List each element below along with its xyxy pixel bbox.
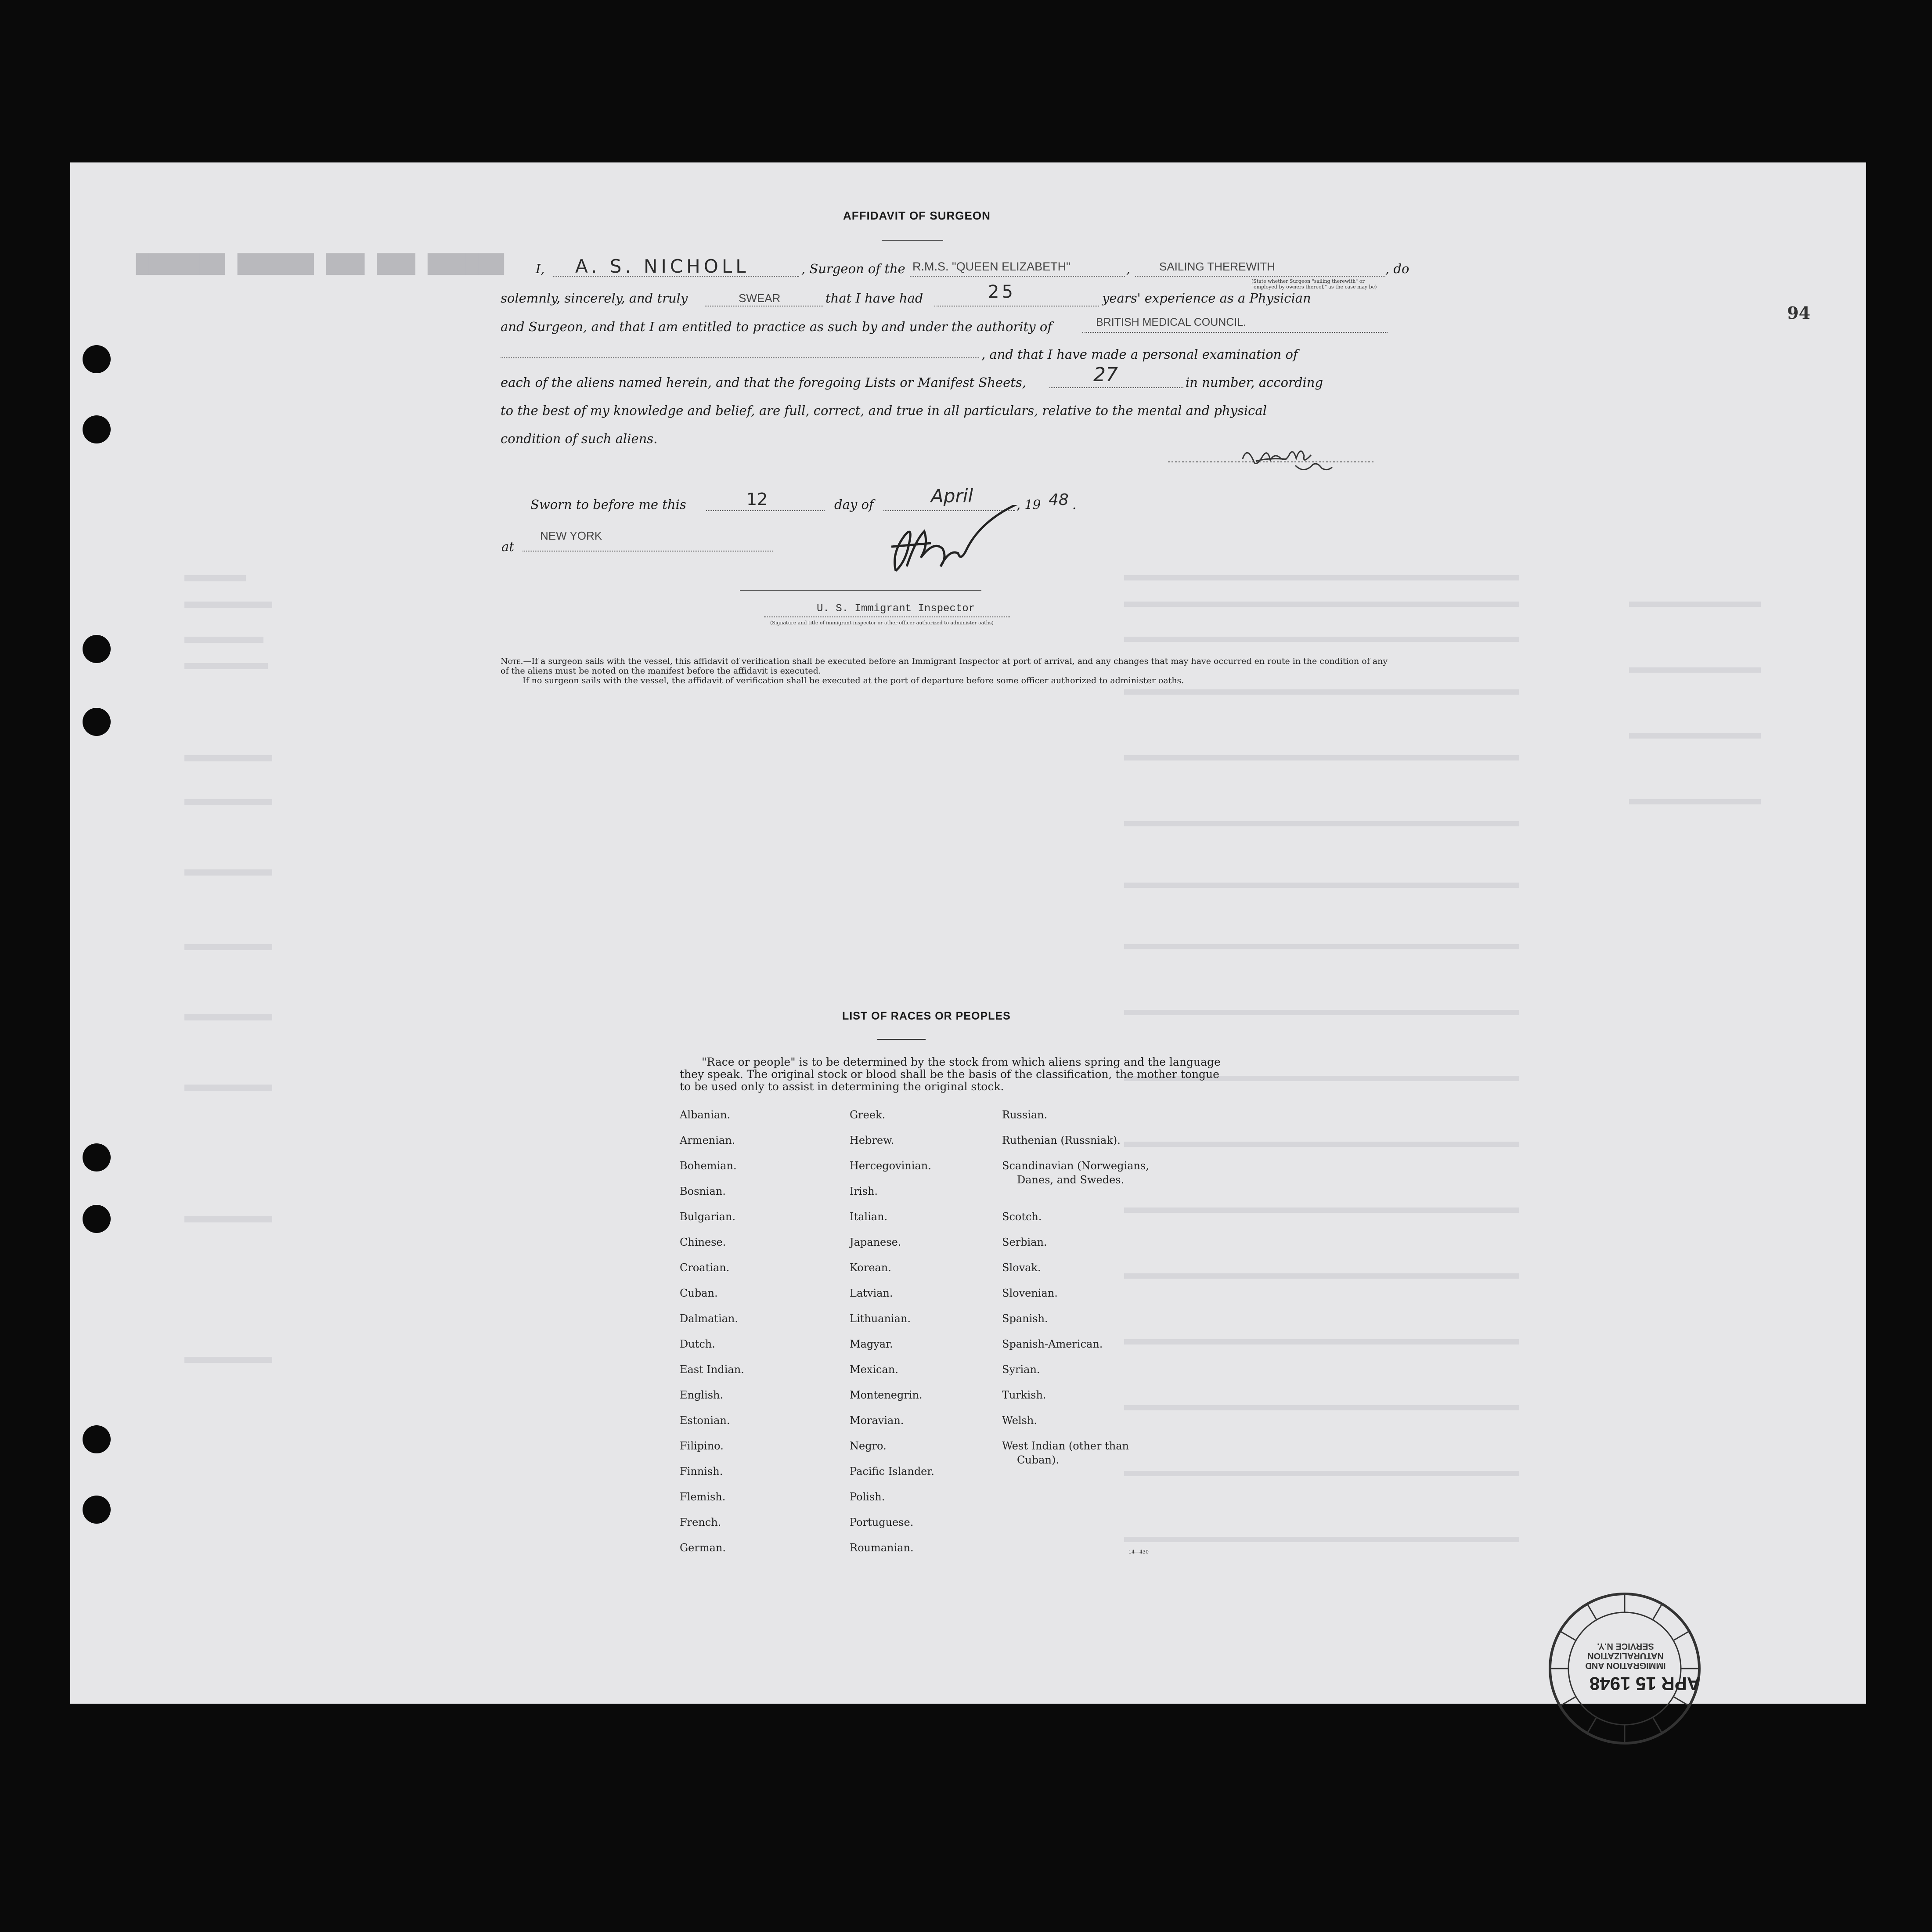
binder-hole bbox=[83, 415, 111, 443]
binder-hole bbox=[83, 1496, 111, 1524]
race-item: Hercegovinian. bbox=[850, 1160, 931, 1172]
inspector-title: U. S. Immigrant Inspector bbox=[817, 603, 975, 615]
race-item: Japanese. bbox=[850, 1236, 901, 1248]
binder-hole bbox=[83, 1143, 111, 1171]
text-solemnly: solemnly, sincerely, and truly bbox=[501, 291, 688, 306]
text-years-experience: years' experience as a Physician bbox=[1102, 291, 1311, 306]
race-item: Slovak. bbox=[1002, 1262, 1041, 1274]
race-item: Irish. bbox=[850, 1185, 878, 1197]
race-item: Serbian. bbox=[1002, 1236, 1047, 1248]
date-stamp-seal bbox=[1546, 1590, 1704, 1748]
surgeon-signature bbox=[1168, 435, 1379, 492]
manifest-sheet-count: 27 bbox=[1093, 364, 1118, 386]
note-text-1: —If a surgeon sails with the vessel, this affidavit of verification shall be executed before an Immigrant Inspector at port of arrival, and any changes that may have occurred en route in the condition of any of the aliens must be noted on the manifest before the affidavit is executed. bbox=[501, 656, 1388, 676]
note-text-2: If no surgeon sails with the vessel, the affidavit of verification shall be executed at the port of departure before some officer authorized to administer oaths. bbox=[523, 676, 1184, 685]
race-item: Ruthenian (Russniak). bbox=[1002, 1134, 1121, 1146]
races-title: LIST OF RACES OR PEOPLES bbox=[842, 1010, 1011, 1022]
race-item: Flemish. bbox=[680, 1491, 726, 1503]
binder-hole bbox=[83, 708, 111, 736]
races-column-1 bbox=[680, 1109, 744, 1567]
races-column-3 bbox=[1002, 1109, 1149, 1479]
sworn-place: NEW YORK bbox=[540, 529, 602, 542]
years-experience: 25 bbox=[988, 282, 1016, 302]
race-item: Greek. bbox=[850, 1109, 886, 1121]
race-item: Polish. bbox=[850, 1491, 885, 1503]
race-item: Magyar. bbox=[850, 1338, 893, 1350]
race-item: Estonian. bbox=[680, 1414, 730, 1427]
race-item: Dutch. bbox=[680, 1338, 715, 1350]
surgeon-status: SAILING THEREWITH bbox=[1159, 260, 1275, 273]
race-item: Scandinavian (Norwegians, bbox=[1002, 1160, 1149, 1172]
text-in-number: in number, according bbox=[1186, 375, 1323, 390]
comma: , bbox=[1126, 261, 1131, 276]
text-do: , do bbox=[1385, 261, 1409, 276]
race-item: Chinese. bbox=[680, 1236, 726, 1248]
stamp-date: APR 15 1948 bbox=[1590, 1673, 1701, 1694]
race-item: Albanian. bbox=[680, 1109, 731, 1121]
binder-hole bbox=[83, 635, 111, 663]
race-item: Bulgarian. bbox=[680, 1211, 735, 1223]
race-item: Armenian. bbox=[680, 1134, 735, 1146]
races-intro: "Race or people" is to be determined by the stock from which aliens spring and the language they speak. The original stock or blood shall be the basis of the classification, the mother tongue to be used only to assist in determining the original stock. bbox=[680, 1056, 1221, 1093]
race-item: Slovenian. bbox=[1002, 1287, 1058, 1299]
inspector-note: (Signature and title of immigrant inspector or other officer authorized to administer oaths) bbox=[770, 620, 994, 626]
text-sworn: Sworn to before me this bbox=[530, 497, 686, 512]
sworn-month: April bbox=[931, 485, 973, 507]
race-item: Bohemian. bbox=[680, 1160, 737, 1172]
race-item: Filipino. bbox=[680, 1440, 724, 1452]
race-item: Russian. bbox=[1002, 1109, 1048, 1121]
race-item: Korean. bbox=[850, 1262, 891, 1274]
text-and-surgeon: and Surgeon, and that I am entitled to practice as such by and under the authority of bbox=[501, 319, 1053, 334]
stamp-agency: IMMIGRATION AND NATURALIZATION SERVICE N.Y. bbox=[1585, 1641, 1666, 1670]
surgeon-name: A. S. NICHOLL bbox=[575, 256, 750, 277]
title-underline bbox=[882, 240, 943, 241]
text-each-of-the-aliens: each of the aliens named herein, and that the foregoing Lists or Manifest Sheets, bbox=[501, 375, 1027, 390]
race-item: Welsh. bbox=[1002, 1414, 1037, 1427]
race-item: Montenegrin. bbox=[850, 1389, 923, 1401]
note-lead: Note. bbox=[501, 656, 523, 666]
binder-hole bbox=[83, 1425, 111, 1453]
status-note: (State whether Surgeon "sailing therewith" or "employed by owners thereof," as the case may be) bbox=[1251, 278, 1377, 290]
text-nineteen: , 19 bbox=[1016, 497, 1041, 512]
race-item: Syrian. bbox=[1002, 1363, 1040, 1376]
text-day-of: day of bbox=[834, 497, 874, 512]
race-item: Spanish. bbox=[1002, 1312, 1048, 1325]
text-i: I, bbox=[536, 261, 545, 276]
form-number: 14—430 bbox=[1128, 1549, 1149, 1555]
race-item: Roumanian. bbox=[850, 1542, 914, 1554]
text-best-of-knowledge: to the best of my knowledge and belief, are full, correct, and true in all particulars, relative to the mental and physical bbox=[501, 403, 1267, 418]
race-item: Latvian. bbox=[850, 1287, 893, 1299]
period: . bbox=[1072, 497, 1077, 512]
race-item: Moravian. bbox=[850, 1414, 904, 1427]
race-item: Negro. bbox=[850, 1440, 887, 1452]
race-item: German. bbox=[680, 1542, 726, 1554]
sworn-year: 48 bbox=[1049, 491, 1069, 509]
text-at: at bbox=[501, 539, 514, 554]
text-i-have-had: that I have had bbox=[825, 291, 923, 306]
race-item: Hebrew. bbox=[850, 1134, 894, 1146]
vessel-name: R.M.S. "QUEEN ELIZABETH" bbox=[912, 260, 1071, 273]
text-condition: condition of such aliens. bbox=[501, 431, 658, 446]
inspector-signature bbox=[869, 505, 1071, 588]
licensing-authority: BRITISH MEDICAL COUNCIL. bbox=[1096, 316, 1247, 328]
race-item: Finnish. bbox=[680, 1465, 723, 1478]
text-surgeon-of: , Surgeon of the bbox=[801, 261, 905, 276]
race-item: Portuguese. bbox=[850, 1516, 914, 1528]
races-column-2 bbox=[850, 1109, 934, 1567]
page-number: 94 bbox=[1787, 303, 1810, 323]
race-item: East Indian. bbox=[680, 1363, 744, 1376]
race-item: Bosnian. bbox=[680, 1185, 726, 1197]
race-item: English. bbox=[680, 1389, 724, 1401]
race-item: Cuban). bbox=[1017, 1454, 1059, 1466]
text-personal-examination: , and that I have made a personal examination of bbox=[981, 347, 1298, 362]
binder-hole bbox=[83, 1205, 111, 1233]
race-item: Danes, and Swedes. bbox=[1017, 1174, 1125, 1186]
race-item: Scotch. bbox=[1002, 1211, 1042, 1223]
note-paragraph bbox=[501, 656, 1392, 676]
race-item: Spanish-American. bbox=[1002, 1338, 1103, 1350]
race-item: Cuban. bbox=[680, 1287, 718, 1299]
document-page: ▇▇▇▇▇▇▇ ▇▇▇▇▇▇ ▇▇▇ ▇▇▇ ▇▇▇▇▇▇ 94 AFFIDAVIT OF SURGEON I, A. S. NICHOLL , Surgeon of the R.M.S. "QUEEN ELIZABETH" , SAILING THEREWITH , do (State whether Surgeon "sailing therewith" or "employed by owners thereof," as the case may be) solemnly, sincerely, and truly SWEAR that I have had 25 years' experience as a Physician and Surgeon, and that I am entitled to practice as such by and under the authority of BRITISH MEDICAL COUNCIL. , and that I have made a personal examination of each of the aliens named herein, and that the foregoing Lists or Manifest Sheets, 27 in number, according to the best of my knowledge and belief, are full, correct, and true in all particulars, relative to the mental and physical condition of such aliens. Sworn to before me this 12 day of April , 19 48 . at NEW YORK U. S. Immigrant Inspector (Signature and title of immigrant inspector or other officer authorized to administer oaths) Note.—If a surgeon sails with the vessel, this affidavit of verification shall be executed before an Immigrant Inspector at port of arrival, and any changes that may have occurred en route in the condition of any of the aliens must be noted on the manifest before the affidavit is executed. If no surgeon sails with the vessel, the affidavit of verification shall be executed at the port of departure before some officer authorized to administer oaths. LIST OF RACES OR PEOPLES "Race or people" is to be determined by the stock from which aliens spring and the language they speak. The original stock or blood shall be the basis of the classification, the mother tongue to be used only to assist in determining the original stock. Albanian. Armenian. Bohemian. Bosnian. Bulgarian. Chinese. Croatian. Cuban. Dalmatian. Dutch. East Indian. English. Estonian. Filipino. Finnish. Flemish. French. German. Greek. Hebrew. Hercegovinian. Irish. Italian. Japanese. Korean. Latvian. Lithuanian. Magyar. Mexican. Montenegrin. Moravian. Negro. Pacific Islander. Polish. Portuguese. Roumanian. Russian. Ruthenian (Russniak). Scandinavian (Norwegians, Danes, and Swedes. Scotch. Serbian. Slovak. Slovenian. Spanish. Spanish-American. Syrian. Turkish. Welsh. West Indian (other than Cuban). 14—430 APR 15 1948 IMMIGRATION AND NATURALIZATION SERVICE N.Y. bbox=[70, 162, 1866, 1704]
race-item: Croatian. bbox=[680, 1262, 730, 1274]
race-item: Turkish. bbox=[1002, 1389, 1046, 1401]
race-item: Lithuanian. bbox=[850, 1312, 911, 1325]
race-item: French. bbox=[680, 1516, 721, 1528]
binder-hole bbox=[83, 345, 111, 373]
oath-type: SWEAR bbox=[739, 292, 781, 305]
race-item: West Indian (other than bbox=[1002, 1440, 1129, 1452]
race-item: Dalmatian. bbox=[680, 1312, 739, 1325]
sworn-day: 12 bbox=[746, 490, 768, 509]
race-item: Italian. bbox=[850, 1211, 888, 1223]
race-item: Pacific Islander. bbox=[850, 1465, 934, 1478]
race-item: Mexican. bbox=[850, 1363, 898, 1376]
affidavit-title: AFFIDAVIT OF SURGEON bbox=[843, 209, 991, 222]
